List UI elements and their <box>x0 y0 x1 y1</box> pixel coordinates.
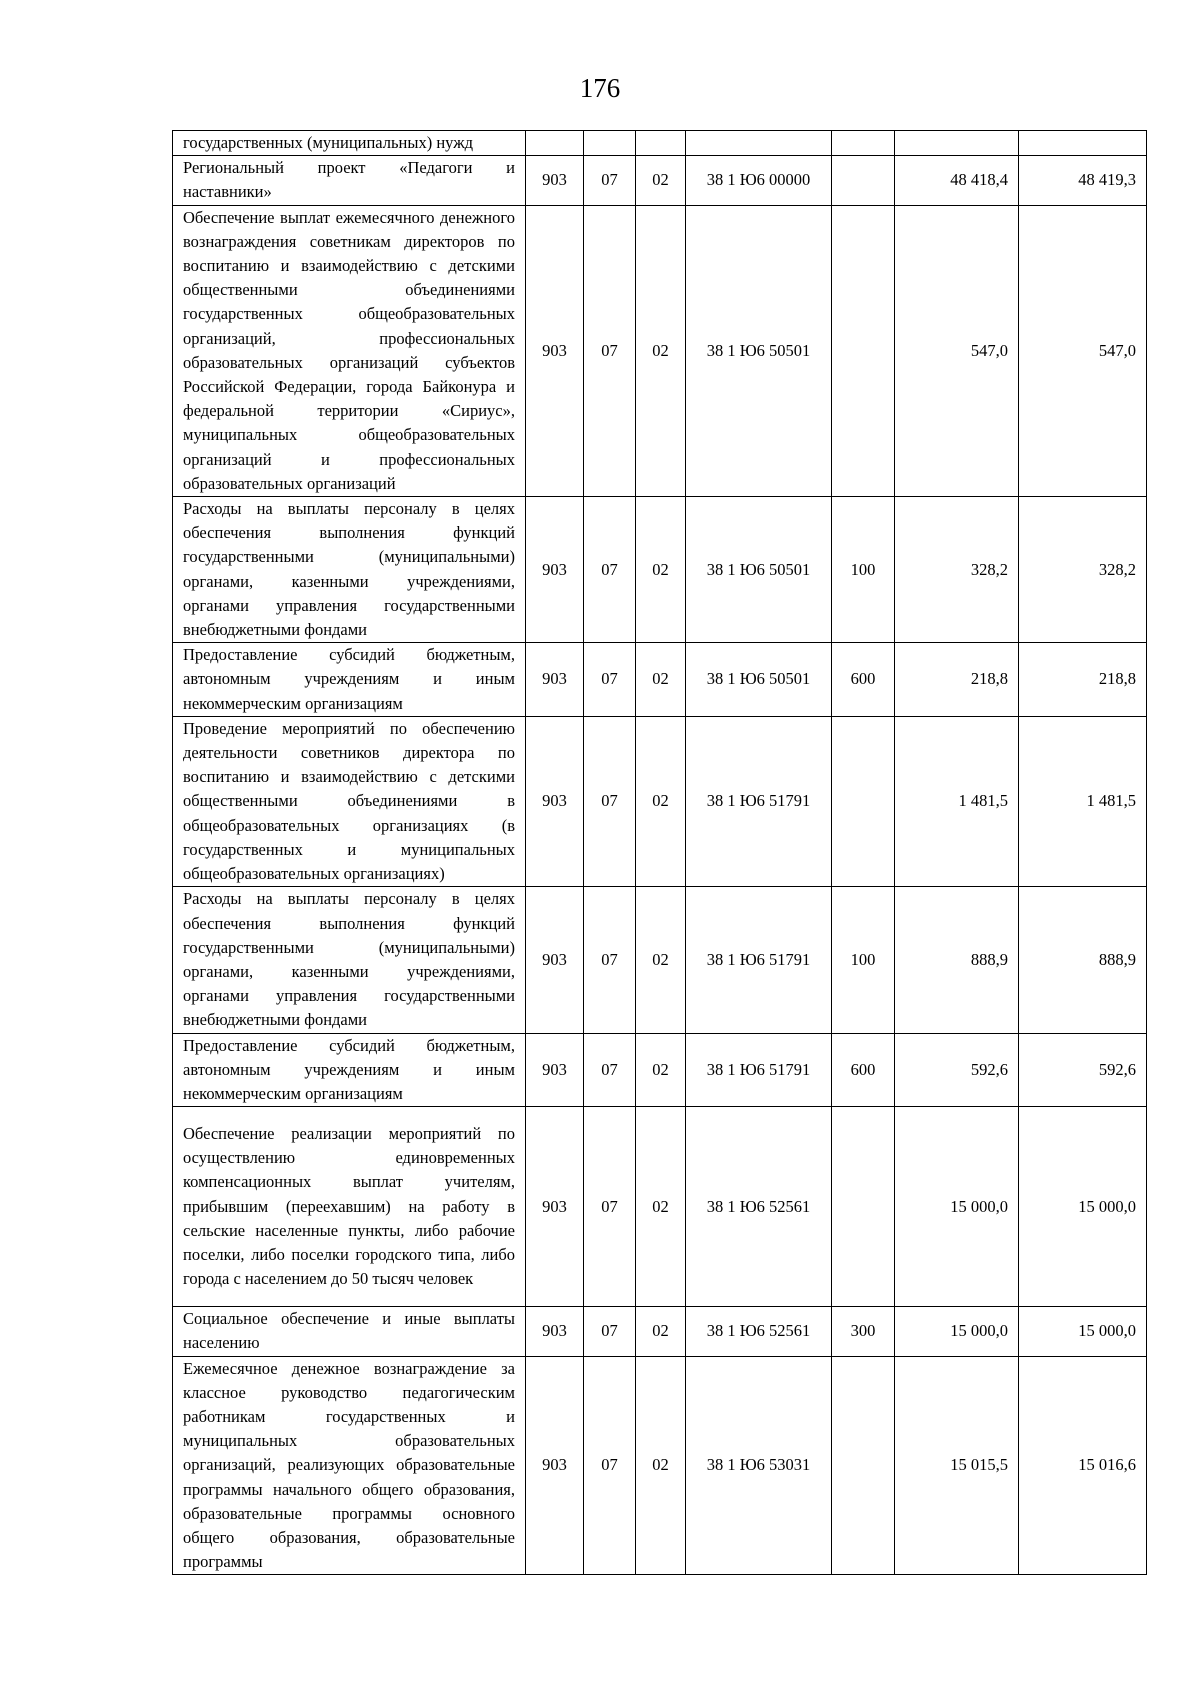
amount-year2-cell: 15 000,0 <box>1019 1107 1147 1307</box>
subsection-code-cell: 02 <box>636 1356 686 1575</box>
subsection-code-cell: 02 <box>636 1307 686 1356</box>
target-article-cell: 38 1 Ю6 52561 <box>686 1107 832 1307</box>
expense-type-cell: 100 <box>832 497 895 643</box>
expense-type-cell <box>832 156 895 205</box>
amount-year1-cell <box>895 131 1019 156</box>
subsection-code-cell: 02 <box>636 205 686 496</box>
expense-type-cell: 600 <box>832 643 895 717</box>
page-number: 176 <box>579 73 621 103</box>
grbs-code-cell: 903 <box>526 643 584 717</box>
grbs-code-cell: 903 <box>526 205 584 496</box>
grbs-code-cell: 903 <box>526 497 584 643</box>
budget-table <box>172 130 1147 1575</box>
target-article-cell: 38 1 Ю6 51791 <box>686 887 832 1033</box>
target-article-cell: 38 1 Ю6 50501 <box>686 497 832 643</box>
table-row <box>173 1107 1147 1307</box>
section-code-cell: 07 <box>584 1107 636 1307</box>
amount-year2-cell: 15 000,0 <box>1019 1307 1147 1356</box>
table-row <box>173 497 1147 643</box>
expense-name-cell: Предоставление субсидий бюджетным, автономным учреждениям и иным некоммерческим организациям <box>173 643 526 717</box>
amount-year2-cell: 547,0 <box>1019 205 1147 496</box>
table-row <box>173 887 1147 1033</box>
amount-year2-cell: 1 481,5 <box>1019 716 1147 886</box>
expense-type-cell: 300 <box>832 1307 895 1356</box>
amount-year1-cell: 592,6 <box>895 1033 1019 1107</box>
table-row <box>173 1307 1147 1356</box>
subsection-code-cell: 02 <box>636 643 686 717</box>
grbs-code-cell: 903 <box>526 1107 584 1307</box>
grbs-code-cell: 903 <box>526 887 584 1033</box>
grbs-code-cell: 903 <box>526 156 584 205</box>
grbs-code-cell <box>526 131 584 156</box>
target-article-cell: 38 1 Ю6 52561 <box>686 1307 832 1356</box>
target-article-cell: 38 1 Ю6 53031 <box>686 1356 832 1575</box>
target-article-cell: 38 1 Ю6 51791 <box>686 1033 832 1107</box>
subsection-code-cell: 02 <box>636 887 686 1033</box>
expense-name-cell: Социальное обеспечение и иные выплаты населению <box>173 1307 526 1356</box>
amount-year1-cell: 218,8 <box>895 643 1019 717</box>
section-code-cell: 07 <box>584 497 636 643</box>
expense-name-cell: Ежемесячное денежное вознаграждение за классное руководство педагогическим работникам государственных и муниципальных образовательных организаций, реализующих образовательные программы начального общего образования, образовательные программы основного общего образования, образовательные программы <box>173 1356 526 1575</box>
subsection-code-cell: 02 <box>636 156 686 205</box>
amount-year2-cell <box>1019 131 1147 156</box>
target-article-cell <box>686 131 832 156</box>
section-code-cell <box>584 131 636 156</box>
subsection-code-cell: 02 <box>636 716 686 886</box>
grbs-code-cell: 903 <box>526 1033 584 1107</box>
expense-name-cell: Обеспечение выплат ежемесячного денежного вознаграждения советникам директоров по воспитанию и взаимодействию с детскими общественными объединениями государственных общеобразовательных организаций, профессиональных образовательных организаций субъектов Российской Федерации, города Байконура и федеральной территории «Сириус», муниципальных общеобразовательных организаций и профессиональных образовательных организаций <box>173 205 526 496</box>
subsection-code-cell <box>636 131 686 156</box>
amount-year1-cell: 1 481,5 <box>895 716 1019 886</box>
expense-name-cell: государственных (муниципальных) нужд <box>173 131 526 156</box>
table-row <box>173 131 1147 156</box>
amount-year1-cell: 48 418,4 <box>895 156 1019 205</box>
grbs-code-cell: 903 <box>526 1356 584 1575</box>
expense-name-cell: Расходы на выплаты персоналу в целях обеспечения выполнения функций государственными (муниципальными) органами, казенными учреждениями, органами управления государственными внебюджетными фондами <box>173 887 526 1033</box>
target-article-cell: 38 1 Ю6 51791 <box>686 716 832 886</box>
subsection-code-cell: 02 <box>636 1107 686 1307</box>
expense-type-cell <box>832 1356 895 1575</box>
expense-type-cell <box>832 131 895 156</box>
target-article-cell: 38 1 Ю6 00000 <box>686 156 832 205</box>
expense-type-cell: 600 <box>832 1033 895 1107</box>
amount-year2-cell: 592,6 <box>1019 1033 1147 1107</box>
amount-year2-cell: 48 419,3 <box>1019 156 1147 205</box>
amount-year2-cell: 218,8 <box>1019 643 1147 717</box>
grbs-code-cell: 903 <box>526 1307 584 1356</box>
table-row <box>173 716 1147 886</box>
amount-year1-cell: 15 000,0 <box>895 1307 1019 1356</box>
amount-year1-cell: 15 000,0 <box>895 1107 1019 1307</box>
amount-year1-cell: 15 015,5 <box>895 1356 1019 1575</box>
table-row <box>173 643 1147 717</box>
amount-year2-cell: 328,2 <box>1019 497 1147 643</box>
section-code-cell: 07 <box>584 1307 636 1356</box>
amount-year2-cell: 15 016,6 <box>1019 1356 1147 1575</box>
subsection-code-cell: 02 <box>636 1033 686 1107</box>
section-code-cell: 07 <box>584 1033 636 1107</box>
expense-type-cell <box>832 205 895 496</box>
target-article-cell: 38 1 Ю6 50501 <box>686 205 832 496</box>
section-code-cell: 07 <box>584 156 636 205</box>
expense-type-cell <box>832 716 895 886</box>
expense-name-cell: Обеспечение реализации мероприятий по осуществлению единовременных компенсационных выплат учителям, прибывшим (переехавшим) на работу в сельские населенные пункты, либо рабочие поселки, либо поселки городского типа, либо города с населением до 50 тысяч человек <box>173 1107 526 1307</box>
amount-year1-cell: 888,9 <box>895 887 1019 1033</box>
expense-name-cell: Расходы на выплаты персоналу в целях обеспечения выполнения функций государственными (муниципальными) органами, казенными учреждениями, органами управления государственными внебюджетными фондами <box>173 497 526 643</box>
section-code-cell: 07 <box>584 205 636 496</box>
expense-name-cell: Предоставление субсидий бюджетным, автономным учреждениям и иным некоммерческим организациям <box>173 1033 526 1107</box>
expense-name-cell: Региональный проект «Педагоги и наставники» <box>173 156 526 205</box>
table-row <box>173 156 1147 205</box>
subsection-code-cell: 02 <box>636 497 686 643</box>
amount-year1-cell: 547,0 <box>895 205 1019 496</box>
section-code-cell: 07 <box>584 1356 636 1575</box>
expense-type-cell <box>832 1107 895 1307</box>
amount-year1-cell: 328,2 <box>895 497 1019 643</box>
section-code-cell: 07 <box>584 643 636 717</box>
target-article-cell: 38 1 Ю6 50501 <box>686 643 832 717</box>
expense-name-cell: Проведение мероприятий по обеспечению деятельности советников директора по воспитанию и взаимодействию с детскими общественными объединениями в общеобразовательных организациях (в государственных и муниципальных общеобразовательных организациях) <box>173 716 526 886</box>
table-row <box>173 205 1147 496</box>
table-row <box>173 1356 1147 1575</box>
amount-year2-cell: 888,9 <box>1019 887 1147 1033</box>
section-code-cell: 07 <box>584 887 636 1033</box>
table-row <box>173 1033 1147 1107</box>
grbs-code-cell: 903 <box>526 716 584 886</box>
expense-type-cell: 100 <box>832 887 895 1033</box>
section-code-cell: 07 <box>584 716 636 886</box>
